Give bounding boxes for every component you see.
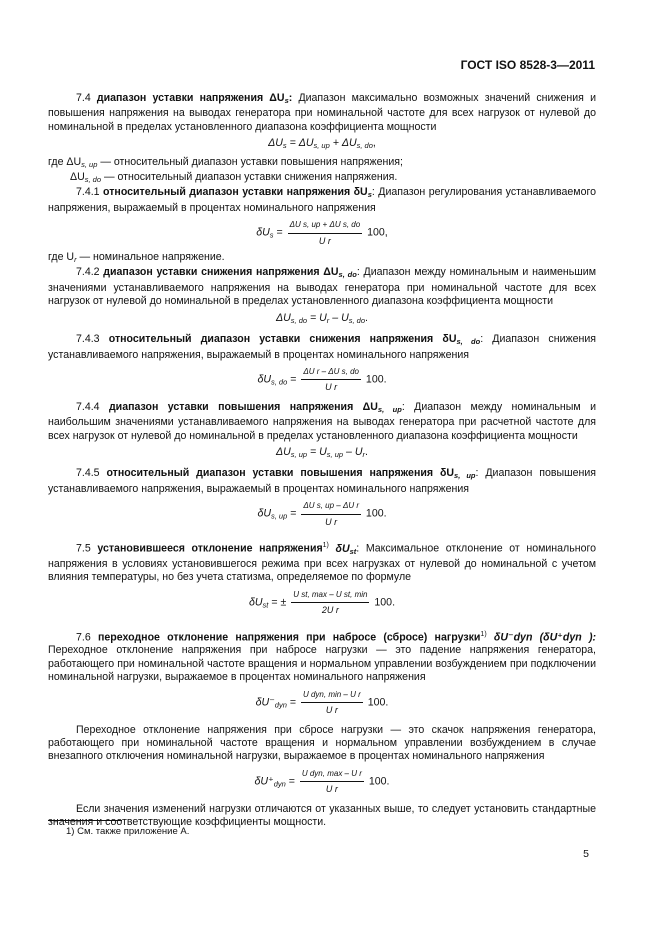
term: установившееся отклонение напряжения xyxy=(97,542,323,555)
term: переходное отклонение напряжения при набросе (сбросе) нагрузки xyxy=(97,631,481,644)
formula-part: ΔU xyxy=(276,445,291,458)
clause-7-4-2 xyxy=(48,266,596,308)
where-line xyxy=(48,251,596,266)
clause-7-4-5 xyxy=(48,467,596,496)
term: относительный диапазон уставки напряжения δU xyxy=(103,186,368,199)
definition-text: : Диапазон регулирования устанавливаемого напряжения, выражаемый в процентах номинального напряжения xyxy=(48,186,596,214)
term: диапазон уставки напряжения ΔU xyxy=(96,92,285,104)
formula-7-6-b: $\delta U^+_{dyn}$ = $\frac{\text{U dyn, max – U r}}{\text{U r}}$ 100. xyxy=(48,767,596,797)
fraction xyxy=(301,499,361,529)
fraction xyxy=(288,218,363,248)
where-text: ΔU xyxy=(70,171,85,184)
clause-number: 7.4.1 xyxy=(76,186,100,199)
formula-sub: s, do xyxy=(290,315,308,325)
term-subscript: s, do xyxy=(456,337,481,347)
formula-sub: dyn xyxy=(274,700,287,710)
term-symbol: δU⁻dyn (δU⁺dyn ): xyxy=(486,631,596,644)
where-text: — относительный диапазон уставки снижения напряжения. xyxy=(101,171,398,184)
formula-part: ΔU xyxy=(276,311,291,324)
formula-sub: s, up xyxy=(326,449,344,459)
term-subscript: s xyxy=(284,96,289,105)
term: относительный диапазон уставки снижения напряжения δU xyxy=(108,333,457,346)
formula-tail: 100. xyxy=(365,775,390,788)
term-subscript: st xyxy=(349,546,357,556)
formula-tail: 100. xyxy=(362,373,387,386)
term-subscript: s xyxy=(367,190,372,200)
formula-7-6-a: $\delta U^-_{dyn}$ = $\frac{\text{U dyn, min – U r}}{\text{U r}}$ 100. xyxy=(48,688,596,718)
fraction-numerator: U dyn, min – U r xyxy=(301,688,363,703)
formula-lhs: δU xyxy=(248,596,263,609)
where-text: где U xyxy=(48,251,75,264)
where-sub: r xyxy=(74,255,77,265)
fraction-denominator: U r xyxy=(325,382,338,393)
clause-number: 7.4.2 xyxy=(76,266,100,279)
formula-sub: s, up xyxy=(313,141,330,151)
clause-number: 7.4 xyxy=(76,92,91,104)
formula-part: – U xyxy=(329,311,349,324)
definition-text: : Диапазон между номинальным и наибольшим значениями устанавливаемого напряжения на выводах генератора при расчетной частоте для всех нагрузок от нулевой до номинальной в пределах установленного диапазона коэффициента мощности xyxy=(48,400,596,442)
clause-number: 7.6 xyxy=(76,631,91,644)
formula-lhs: δU xyxy=(257,373,271,386)
formula-lhs: δU⁻ xyxy=(255,696,275,709)
where-text: где ΔU xyxy=(48,155,82,168)
clause-number: 7.4.5 xyxy=(76,467,100,480)
fraction xyxy=(301,688,363,718)
document-header: ГОСТ ISO 8528-3—2011 xyxy=(460,58,595,72)
formula-7-4-3: $\delta U_{s, do}$ = $\frac{\text{ΔU r – ΔU s, do}}{\text{U r}}$ 100. xyxy=(48,365,596,395)
clause-7-4-1 xyxy=(48,186,596,215)
document-body xyxy=(48,92,596,829)
definition-text: : Максимальное отклонение от номинального напряжения в условиях установившегося режима при всех нагрузках от нулевой до номинальной с учетом влияния температуры, но без учета статизма, определяемое по формуле xyxy=(48,542,596,584)
clause-number: 7.4.3 xyxy=(76,333,100,346)
term-subscript: s, up xyxy=(377,404,402,414)
formula-sub: s, up xyxy=(271,511,288,521)
fraction-denominator: U r xyxy=(318,235,331,246)
formula-part: + ΔU xyxy=(329,137,357,150)
term-subscript: s, do xyxy=(338,270,357,280)
footnote-ref: 1) xyxy=(322,541,329,549)
term-subscript: s, up xyxy=(454,471,476,481)
formula-sub: s, do xyxy=(348,315,365,325)
where-sub: s, up xyxy=(81,159,98,169)
fraction-denominator: U r xyxy=(325,784,338,795)
where-text: — номинальное напряжение. xyxy=(76,251,225,264)
formula-lhs: δU⁺ xyxy=(254,775,274,788)
formula-7-5 xyxy=(48,588,596,618)
formula-sub: s, do xyxy=(356,141,373,151)
term: диапазон уставки повышения напряжения ΔU xyxy=(108,400,378,413)
definition-text: : Диапазон между номинальным и наименьшим значениями устанавливаемого напряжения на выводах генератора при номинальной частоте для всех нагрузок от нулевой до номинальной в пределах установленного диапазона коэффициента мощности xyxy=(48,266,596,308)
page-number: 5 xyxy=(583,848,589,860)
paragraph-load-drop: Переходное отклонение напряжения при сбросе нагрузки — это скачок напряжения генератора, работающего при номинальной частоте вращения и нормальном управлении возбуждением в случае внезапного отключения номинальной нагрузки, выражаемое в процентах номинального напряжения xyxy=(48,723,596,763)
definition-text: Диапазон максимально возможных значений снижения и повышения напряжения на выводах генератора при номинальной частоте для всех нагрузок от нулевой до номинальной в пределах установленного диапазона коэффициента мощности xyxy=(48,92,596,133)
formula-lhs: δU xyxy=(257,507,271,520)
paragraph-note: Если значения изменений нагрузки отличаются от указанных выше, то следует установить стандартные значения и соответствующие коэффициенты мощности. xyxy=(48,802,596,828)
formula-sub: r xyxy=(362,449,365,459)
where-sub: s, do xyxy=(84,175,101,185)
footnote: 1) См. также приложение А. xyxy=(66,826,190,837)
formula-lhs: δU xyxy=(256,226,270,239)
fraction xyxy=(300,767,364,797)
fraction-numerator: ΔU s, up + ΔU s, do xyxy=(288,218,363,233)
formula-tail: 100. xyxy=(362,507,387,520)
clause-number: 7.5 xyxy=(76,542,91,555)
formula-part: – U xyxy=(343,445,363,458)
term: диапазон уставки снижения напряжения ΔU xyxy=(103,266,339,279)
fraction-numerator: ΔU s, up – ΔU r xyxy=(301,499,361,514)
fraction xyxy=(301,365,361,395)
formula-tail: 100, xyxy=(364,226,388,239)
definition-text: : Диапазон снижения устанавливаемого напряжения, выражаемый в процентах номинального напряжения xyxy=(48,333,596,361)
formula-part: . xyxy=(365,445,368,458)
clause-7-4-3 xyxy=(48,333,596,362)
footnote-separator xyxy=(48,820,122,821)
formula-part: = U xyxy=(307,311,327,324)
where-text: — относительный диапазон уставки повышения напряжения; xyxy=(97,155,403,168)
formula-sub: s, do xyxy=(271,377,288,387)
clause-7-4 xyxy=(48,92,596,134)
clause-7-4-4 xyxy=(48,401,596,443)
clause-7-5 xyxy=(48,539,596,585)
formula-tail: 100. xyxy=(371,596,396,609)
term: относительный диапазон уставки повышения напряжения δU xyxy=(106,467,455,480)
clause-number: 7.4.4 xyxy=(76,400,100,413)
fraction-denominator: 2U r xyxy=(321,605,339,616)
formula-sub: s xyxy=(269,230,274,240)
fraction-numerator: U st, max – U st, min xyxy=(291,588,369,603)
fraction-denominator: U r xyxy=(325,705,338,716)
formula-7-4-2 xyxy=(48,312,596,327)
formula-part: . xyxy=(365,311,368,324)
where-line-1 xyxy=(48,156,596,171)
formula-part: = U xyxy=(307,445,327,458)
formula-sub: r xyxy=(326,315,330,325)
formula-tail: 100. xyxy=(364,696,389,709)
where-line-2 xyxy=(48,171,596,186)
footnote-ref: 1) xyxy=(480,630,487,638)
formula-sub: s, up xyxy=(290,449,308,459)
formula-part: = ΔU xyxy=(286,137,314,150)
fraction-denominator: U r xyxy=(325,516,338,527)
formula-7-4-4 xyxy=(48,446,596,461)
formula-part: ΔU xyxy=(268,137,283,150)
formula-part: , xyxy=(372,137,376,150)
clause-7-6 xyxy=(48,628,596,685)
formula-sub: s xyxy=(282,141,287,151)
formula-7-4-1: $\delta U_s$ = $\frac{\text{ΔU s, up + ΔU s, do}}{\text{U r}}$ 100, xyxy=(48,218,596,248)
formula-sub: dyn xyxy=(273,779,286,789)
formula-sub: st xyxy=(262,600,269,610)
fraction-numerator: ΔU r – ΔU s, do xyxy=(301,365,361,380)
formula-part: = ± xyxy=(268,596,287,609)
definition-text: Переходное отклонение напряжения при набросе нагрузки — это падение напряжения генератора, работающего при номинальной частоте вращения и нормальном управлении возбуждением при подключении номинальной нагрузки, выражаемое в процентах номинального напряжения xyxy=(48,644,596,684)
term-colon: : xyxy=(288,92,293,104)
formula-7-4 xyxy=(48,137,596,152)
definition-text: : Диапазон повышения устанавливаемого напряжения, выражаемый в процентах номинального напряжения xyxy=(48,467,596,495)
term-symbol: δU xyxy=(328,542,350,555)
fraction xyxy=(291,588,369,618)
fraction-numerator: U dyn, max – U r xyxy=(300,767,364,782)
formula-7-4-5: $\delta U_{s, up}$ = $\frac{\text{ΔU s, up – ΔU r}}{\text{U r}}$ 100. xyxy=(48,499,596,529)
